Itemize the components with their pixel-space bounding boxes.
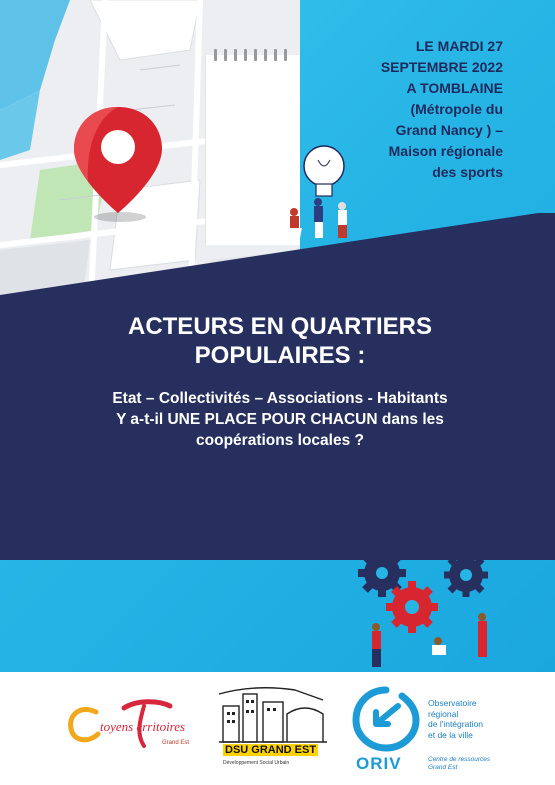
ct-logo-text: toyens erritoires — [100, 719, 186, 734]
ct-logo-subtext: Grand Est — [162, 740, 190, 746]
subtitle-line: Y a-t-il UNE PLACE POUR CHACUN dans les — [116, 411, 444, 428]
gears-people-illustration — [340, 545, 510, 672]
dsu-logo-text: DSU GRAND EST — [225, 744, 317, 756]
date-line: LE MARDI 27 — [415, 38, 503, 54]
oriv-logo[interactable] — [350, 684, 520, 779]
lightbulb-people-illustration — [280, 140, 365, 249]
subtitle-line: coopérations locales ? — [196, 432, 364, 449]
oriv-cr-line: Centre de ressources — [428, 756, 491, 763]
oriv-desc-line: et de la ville — [428, 729, 473, 740]
oriv-resource-center — [428, 756, 518, 771]
oriv-desc-line: régional — [428, 708, 459, 719]
page-subtitle — [40, 388, 520, 451]
subtitle-line: Etat – Collectivités – Associations - Habitants — [112, 390, 448, 407]
date-line: A TOMBLAINE — [406, 80, 503, 96]
citoyens-territoires-logo[interactable] — [62, 694, 202, 754]
dsu-logo-subtext: Développement Social Urbain — [223, 760, 290, 766]
title-line: POPULAIRES : — [194, 342, 366, 369]
dsu-grand-est-logo[interactable] — [215, 684, 330, 769]
date-line: SEPTEMBRE 2022 — [380, 59, 503, 75]
title-line: ACTEURS EN QUARTIERS — [127, 313, 433, 340]
date-line: Maison régionale — [388, 143, 503, 159]
oriv-desc-line: de l'intégration — [428, 719, 484, 729]
date-line: (Métropole du — [410, 101, 503, 117]
oriv-cr-line: Grand Est — [428, 763, 458, 771]
oriv-logo-wordmark: ORIV — [356, 754, 402, 773]
date-line: des sports — [432, 164, 503, 180]
oriv-desc-line: Observatoire — [428, 698, 477, 708]
date-line: Grand Nancy ) – — [395, 122, 503, 138]
page-title — [60, 312, 500, 370]
footer-logos — [0, 672, 555, 785]
oriv-description — [428, 698, 518, 740]
